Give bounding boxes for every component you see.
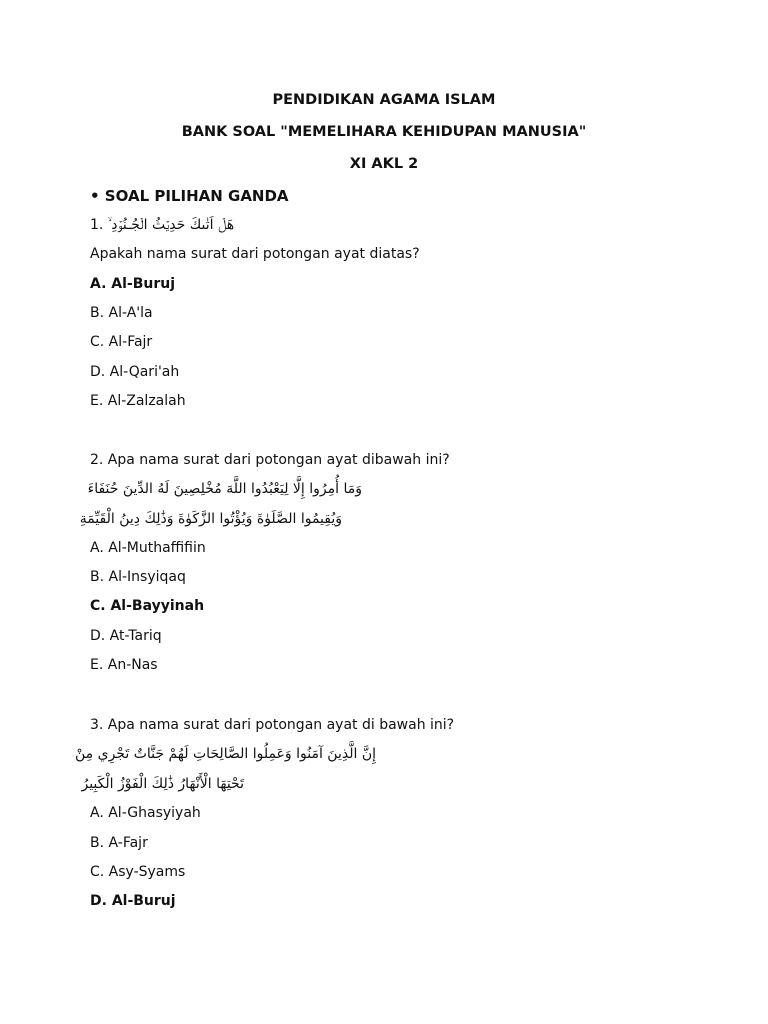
q3-arabic-line-1: إِنَّ الَّذِينَ آمَنُوا وَعَمِلُوا الصَّالِحَاتِ لَهُمْ جَنَّاتٌ تَجْرِي مِنْ <box>75 746 376 762</box>
q1-arabic-verse: هَلۡ اَتٰىكَ حَدِيۡثُ الۡجُـنُوۡدِ ۙ <box>107 217 235 233</box>
q1-option-d: D. Al-Qari'ah <box>90 364 180 380</box>
q3-arabic-line-2: تَحْتِهَا الْأَنْهَارُ ذَٰلِكَ الْفَوْزُ الْكَبِيرُ <box>81 776 244 792</box>
q2-option-a: A. Al-Muthaffifiin <box>90 540 206 556</box>
q1-option-e: E. Al-Zalzalah <box>90 393 186 409</box>
section-heading: • SOAL PILIHAN GANDA <box>90 187 289 205</box>
q2-option-e: E. An-Nas <box>90 657 158 673</box>
q3-option-b: B. A-Fajr <box>90 835 148 851</box>
q2-arabic-line-2: وَيُقِيمُوا الصَّلَوٰةَ وَيُؤْتُوا الزَّكَوٰةَ وَذَٰلِكَ دِينُ الْقَيِّمَةِ <box>79 511 342 527</box>
q3-option-a: A. Al-Ghasyiyah <box>90 805 201 821</box>
q1-number: 1. <box>90 217 104 233</box>
q1-option-a: A. Al-Buruj <box>90 276 176 292</box>
doc-title: PENDIDIKAN AGAMA ISLAM <box>272 92 496 108</box>
q3-option-d: D. Al-Buruj <box>90 893 176 909</box>
q1-option-c: C. Al-Fajr <box>90 334 153 350</box>
q1-question: Apakah nama surat dari potongan ayat diatas? <box>90 246 420 262</box>
q2-option-d: D. At-Tariq <box>90 628 162 644</box>
doc-subtitle: BANK SOAL "MEMELIHARA KEHIDUPAN MANUSIA" <box>181 124 587 140</box>
q1-option-b: B. Al-A'la <box>90 305 153 321</box>
q1-line <box>90 217 234 233</box>
q2-question: 2. Apa nama surat dari potongan ayat dibawah ini? <box>90 452 450 468</box>
doc-class: XI AKL 2 <box>349 156 419 172</box>
q3-question: 3. Apa nama surat dari potongan ayat di bawah ini? <box>90 717 455 733</box>
q2-option-b: B. Al-Insyiqaq <box>90 569 186 585</box>
q2-option-c: C. Al-Bayyinah <box>90 598 205 614</box>
q3-option-c: C. Asy-Syams <box>90 864 186 880</box>
q2-arabic-line-1: وَمَا أُمِرُوا إِلَّا لِيَعْبُدُوا اللَّهَ مُخْلِصِينَ لَهُ الدِّينَ حُنَفَاءَ <box>87 481 362 497</box>
